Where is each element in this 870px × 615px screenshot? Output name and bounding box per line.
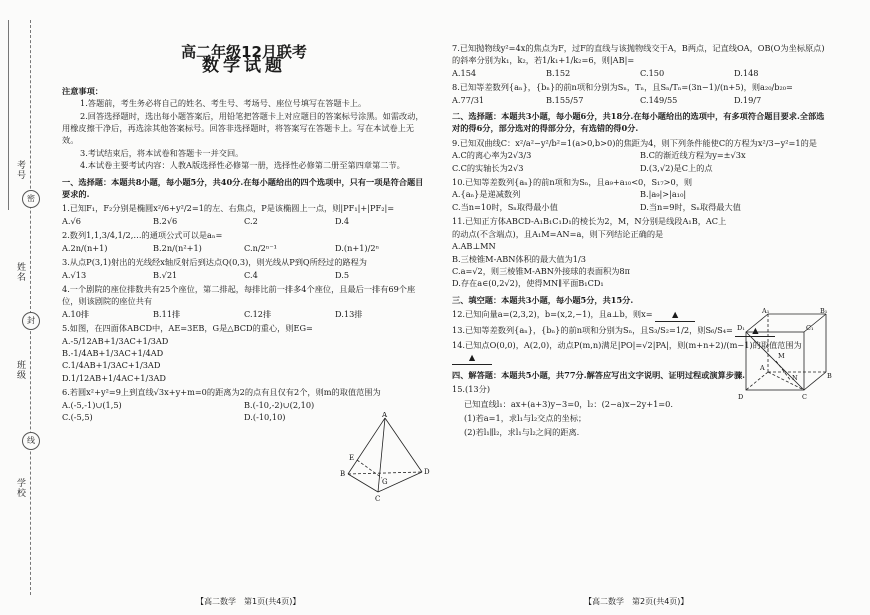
option-d: D.4 xyxy=(335,215,350,226)
name-label: 姓名 xyxy=(15,262,25,282)
seal-feng: 封 xyxy=(22,312,40,330)
footer-right: 【高二数学 第2页(共4页)】 xyxy=(584,597,689,606)
option-a: A.C的离心率为2√3/3 xyxy=(452,150,532,161)
option-b: B.155/57 xyxy=(546,94,584,105)
question-8 xyxy=(452,81,828,106)
question-part: (2)若l₁∥l₂，求l₁与l₂之间的距离. xyxy=(464,427,580,438)
figure-label: D₁ xyxy=(737,324,745,332)
option-a: A.10排 xyxy=(62,308,90,319)
option-c: C.a=√2，则三棱锥M-ABN外接球的表面积为8π xyxy=(452,265,631,276)
seal-xian: 线 xyxy=(22,432,40,450)
notice-item: 4.本试卷主要考试内容：人教A版选择性必修第一册，选择性必修第二册至第四章第二节。 xyxy=(80,160,405,171)
option-a: A.{aₙ}是递减数列 xyxy=(452,189,521,200)
binding-strip xyxy=(0,0,44,615)
option-b: B.2n/(n²+1) xyxy=(153,242,202,253)
option-d: D.(3,√2)是C上的点 xyxy=(640,162,713,173)
question-part: (1)若a=1，求l₁与l₂交点的坐标； xyxy=(464,412,587,423)
option-a: A.2n/(n+1) xyxy=(62,242,108,253)
option-d: D.13排 xyxy=(335,308,363,319)
option-c: C.12排 xyxy=(244,308,272,319)
option-d: D.当n=9时，Sₙ取得最大值 xyxy=(640,201,741,212)
figure-label: A₁ xyxy=(762,307,770,315)
option-a: A.(-5,-1)∪(1,5) xyxy=(62,399,122,410)
figure-label: B xyxy=(340,470,346,478)
option-b: B.C的渐近线方程为y=±√3x xyxy=(640,150,746,161)
answer-blank: ▲ xyxy=(655,308,695,321)
option-d: D.1/12AB+1/4AC+1/3AD xyxy=(62,372,166,383)
option-b: B.-1/4AB+1/3AC+1/4AD xyxy=(62,347,164,358)
option-c: C.(-5,5) xyxy=(62,411,93,422)
options xyxy=(62,215,426,227)
figure-label: C xyxy=(802,393,807,401)
seal-mi: 密 xyxy=(22,190,40,208)
option-b: B.(-10,-2)∪(2,10) xyxy=(244,399,315,410)
option-c: C.4 xyxy=(244,269,258,280)
figure-label: G xyxy=(382,478,388,486)
footer-left: 【高二数学 第1页(共4页)】 xyxy=(196,597,301,606)
school-label: 学校 xyxy=(15,478,25,498)
option-d: D.5 xyxy=(335,269,350,280)
notice-heading: 注意事项： xyxy=(62,85,103,96)
option-c: C.当n=10时，Sₙ取得最小值 xyxy=(452,201,558,212)
section-1-heading: 一、选择题：本题共8小题，每小题5分，共40分.在每小题给出的四个选项中，只有一项是符合题目要求的. xyxy=(62,176,424,200)
figure-label: A xyxy=(382,412,388,419)
options xyxy=(452,149,828,174)
options xyxy=(452,94,828,106)
figure-label: E xyxy=(349,454,355,462)
option-a: A.√6 xyxy=(62,215,81,226)
figure-label: B₁ xyxy=(820,307,828,315)
option-c: C.1/4AB+1/3AC+1/3AD xyxy=(62,360,161,371)
question-11 xyxy=(452,215,732,289)
option-b: B.152 xyxy=(546,67,571,78)
question-stem: 4.一个剧院的座位排数共有25个座位，第二排起，每排比前一排多4个座位，且最后一排有69个座位，则该剧院的座位共有 xyxy=(62,283,416,307)
options xyxy=(62,242,426,254)
question-stem: 1.已知F₁，F₂分别是椭圆x²/6+y²/2=1的左、右焦点，P是该椭圆上一点，则|PF₁|+|PF₂|= xyxy=(62,203,395,214)
options xyxy=(62,269,426,281)
option-d: D.(n+1)/2ⁿ xyxy=(335,242,380,253)
question-5 xyxy=(62,322,322,384)
binding-line xyxy=(8,20,9,210)
option-a: A.-5/12AB+1/3AC+1/3AD xyxy=(62,335,169,346)
question-9 xyxy=(452,137,828,174)
option-d: D.(-10,10) xyxy=(244,411,286,422)
options xyxy=(62,308,426,320)
question-stem: 10.已知等差数列{aₙ}的前n项和为Sₙ，且a₉+a₁₀<0，S₁₇>0，则 xyxy=(452,177,693,188)
option-a: A.154 xyxy=(452,67,477,78)
question-stem: 8.已知等差数列{aₙ}，{bₙ}的前n项和分别为Sₙ，Tₙ，且Sₙ/Tₙ=(3n−1)/(n+5)，则a₂₀/b₂₀= xyxy=(452,82,793,93)
question-stem: 2.数列1,1,3/4,1/2,…的通项公式可以是aₙ= xyxy=(62,230,223,241)
option-a: A.√13 xyxy=(62,269,87,280)
notice-item: 1.答题前，考生务必将自己的姓名、考生号、考场号、座位号填写在答题卡上。 xyxy=(80,98,367,109)
figure-label: C₁ xyxy=(806,324,814,332)
section-4-heading: 四、解答题：本题共5小题，共77分.解答应写出文字说明、证明过程或演算步骤. xyxy=(452,369,745,380)
exam-subtitle: 数学试题 xyxy=(202,56,286,77)
question-stem: 9.已知双曲线C：x²/a²−y²/b²=1(a>0,b>0)的焦距为4，则下列条件能使C的方程为x²/3−y²=1的是 xyxy=(452,137,817,148)
question-stem: 13.已知等差数列{aₙ}，{bₙ}的前n项和分别为Sₙ，且S₃/S₂=1/2，则S₆/S₄= xyxy=(452,324,733,335)
question-4 xyxy=(62,283,426,320)
question-stem: 已知直线l₁：ax+(a+3)y−3=0，l₂：(2−a)x−2y+1=0. xyxy=(464,398,673,409)
option-b: B.2√6 xyxy=(153,215,178,226)
option-c: C.149/55 xyxy=(640,94,678,105)
question-stem: 14.已知点O(0,0)，A(2,0)，动点P(m,n)满足|PO|=√2|PA|，则(m+n+2)/(m−1)的取值范围为 xyxy=(452,339,802,350)
options xyxy=(452,67,828,79)
question-stem: 7.已知抛物线y²=4x的焦点为F，过F的直线与该抛物线交于A，B两点，记直线OA，OB(O为坐标原点)的斜率分别为k₁，k₂，若1/k₁+1/k₂=6，则|AB|= xyxy=(452,43,825,66)
option-c: C.2 xyxy=(244,215,258,226)
answer-blank: ▲ xyxy=(452,351,492,364)
question-stem: 5.如图，在四面体ABCD中，AE=3EB，G是△BCD的重心，则EG= xyxy=(62,323,313,334)
figure-label: D xyxy=(738,393,744,401)
seal-dashed-line xyxy=(30,20,31,595)
options xyxy=(452,240,732,290)
notice-item: 2.回答选择题时，选出每小题答案后，用铅笔把答题卡上对应题目的答案标号涂黑。如需改动，用橡皮擦干净后，再选涂其他答案标号。回答非选择题时，将答案写在答题卡上。写在本试卷上无效。 xyxy=(62,110,424,146)
question-stem: 6.若圆x²+y²=9上到直线√3x+y+m=0的距离为2的点有且仅有2个，则m的取值范围为 xyxy=(62,387,381,398)
exam-title: 高二年级12月联考 xyxy=(181,43,307,61)
options xyxy=(452,188,828,213)
option-b: B.√21 xyxy=(153,269,178,280)
question-stem: 3.从点P(3,1)射出的光线经x轴反射后到达点Q(0,3)，则光线从P到Q所经过的路程为 xyxy=(62,257,367,268)
figure-label: A xyxy=(760,364,765,372)
left-column xyxy=(62,34,426,423)
option-d: D.存在a∈(0,2√2)，使得MN∥平面B₁CD₁ xyxy=(452,278,604,289)
question-stem: 12.已知向量a=(2,3,2)，b=(x,2,−1)，且a⊥b，则x= xyxy=(452,309,653,320)
options xyxy=(62,335,322,385)
section-3-heading: 三、填空题：本题共3小题，每小题5分，共15分. xyxy=(452,294,634,305)
cube-figure xyxy=(736,306,832,402)
notice-block xyxy=(62,85,426,172)
figure-label: M xyxy=(778,352,785,360)
figure-label: C xyxy=(375,495,381,502)
question-1 xyxy=(62,202,426,227)
question-3 xyxy=(62,256,426,281)
option-b: B.11排 xyxy=(153,308,181,319)
figure-label: N xyxy=(792,374,798,382)
option-b: B.三棱锥M-ABN体积的最大值为1/3 xyxy=(452,253,586,264)
option-c: C.C的实轴长为2√3 xyxy=(452,162,524,173)
option-d: D.148 xyxy=(734,67,759,78)
question-stem: 11.已知正方体ABCD-A₁B₁C₁D₁的棱长为2，M，N分别是线段A₁B，AC上的动点(不含端点)，且A₁M=AN=a，则下列结论正确的是 xyxy=(452,216,727,239)
option-c: C.n/2ⁿ⁻¹ xyxy=(244,242,277,253)
question-2 xyxy=(62,229,426,254)
option-a: A.77/31 xyxy=(452,94,485,105)
tetrahedron-figure xyxy=(340,412,430,502)
option-a: A.AB⊥MN xyxy=(452,241,496,252)
option-d: D.19/7 xyxy=(734,94,762,105)
figure-label: B xyxy=(827,372,832,380)
class-label: 班级 xyxy=(15,360,25,380)
question-10 xyxy=(452,176,828,213)
option-c: C.150 xyxy=(640,67,665,78)
exam-no-label: 考号 xyxy=(15,160,25,180)
question-7 xyxy=(452,42,828,79)
answer-blank: ▲ xyxy=(735,324,775,337)
option-b: B.|a₉|>|a₁₀| xyxy=(640,189,687,200)
question-head: 15.(13分) xyxy=(452,384,491,395)
notice-item: 3.考试结束后，将本试卷和答题卡一并交回。 xyxy=(80,147,244,158)
section-2-heading: 二、选择题：本题共3小题，每小题6分，共18分.在每小题给出的选项中，有多项符合题目要求.全部选对的得6分，部分选对的得部分分，有选错的得0分. xyxy=(452,111,825,134)
figure-label: D xyxy=(424,468,430,476)
